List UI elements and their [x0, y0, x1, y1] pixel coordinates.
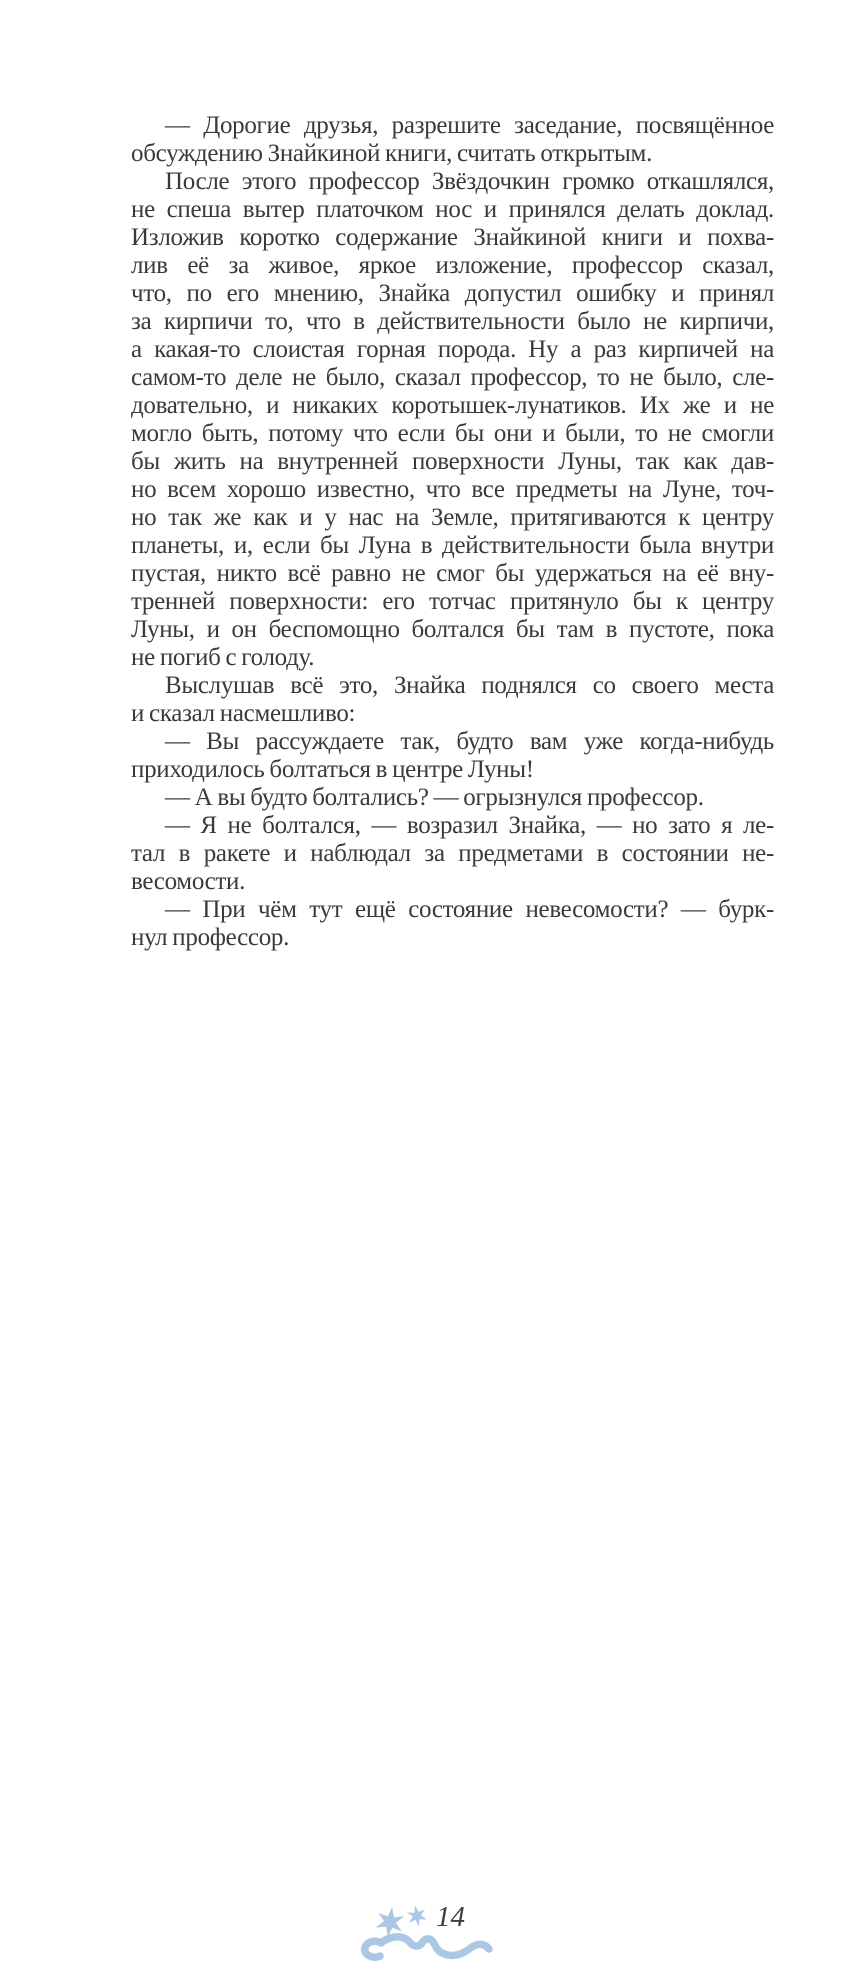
text-line: довательно, и никаких коротышек-лунатиков. Их же и не [131, 392, 774, 419]
text-line: обсуждению Знайкиной книги, считать открытым. [131, 140, 653, 167]
text-line: — Я не болтался, — возразил Знайка, — но зато я ле- [165, 812, 774, 839]
text-line: После этого профессор Звёздочкин громко откашлялся, [165, 168, 774, 195]
text-line: — Вы рассуждаете так, будто вам уже когда-нибудь [165, 728, 774, 755]
text-line: могло быть, потому что если бы они и были, то не смогли [131, 420, 774, 447]
page-text [131, 112, 774, 952]
text-line: самом-то деле не было, сказал профессор, то не было, сле- [131, 364, 774, 391]
text-line: а какая-то слоистая горная порода. Ну а раз кирпичей на [131, 336, 774, 363]
text-line: тал в ракете и наблюдал за предметами в состоянии не- [131, 840, 774, 867]
text-line: что, по его мнению, Знайка допустил ошибку и принял [131, 280, 774, 307]
text-line: Изложив коротко содержание Знайкиной книги и похва- [131, 224, 774, 251]
text-line: Выслушав всё это, Знайка поднялся со своего места [165, 672, 774, 699]
text-line: — При чём тут ещё состояние невесомости? — бурк- [165, 896, 774, 923]
wave-icon [365, 1937, 489, 1957]
text-line: за кирпичи то, что в действительности было не кирпичи, [131, 308, 774, 335]
text-line: нул профессор. [131, 924, 290, 951]
page-number: 14 [436, 1901, 465, 1933]
text-line: но так же как и у нас на Земле, притягиваются к центру [131, 504, 774, 531]
text-line: пустая, никто всё равно не смог бы удержаться на её вну- [131, 560, 774, 587]
wave-stars-ornament-icon [360, 1903, 495, 1963]
paragraph [131, 168, 774, 672]
paragraph [131, 112, 774, 168]
text-line: Луны, и он беспомощно болтался бы там в пустоте, пока [131, 616, 774, 643]
text-line: тренней поверхности: его тотчас притянуло бы к центру [131, 588, 774, 615]
text-line: весомости. [131, 868, 246, 895]
paragraph [131, 896, 774, 952]
paragraph [131, 812, 774, 896]
text-line: лив её за живое, яркое изложение, профессор сказал, [131, 252, 774, 279]
text-line: не погиб с голоду. [131, 644, 315, 671]
text-line: и сказал насмешливо: [131, 700, 356, 727]
text-line: планеты, и, если бы Луна в действительности была внутри [131, 532, 774, 559]
paragraph [131, 672, 774, 728]
paragraph [131, 784, 774, 812]
text-line: — Дорогие друзья, разрешите заседание, посвящённое [165, 112, 774, 139]
text-line: приходилось болтаться в центре Луны! [131, 756, 534, 783]
page-footer [0, 948, 864, 1933]
text-line: не спеша вытер платочком нос и принялся делать доклад. [131, 196, 774, 223]
text-line: бы жить на внутренней поверхности Луны, так как дав- [131, 448, 774, 475]
paragraph [131, 728, 774, 784]
text-line: но всем хорошо известно, что все предметы на Луне, точ- [131, 476, 774, 503]
text-line: — А вы будто болтались? — огрызнулся профессор. [165, 784, 704, 811]
star-small-icon [406, 1904, 428, 1928]
